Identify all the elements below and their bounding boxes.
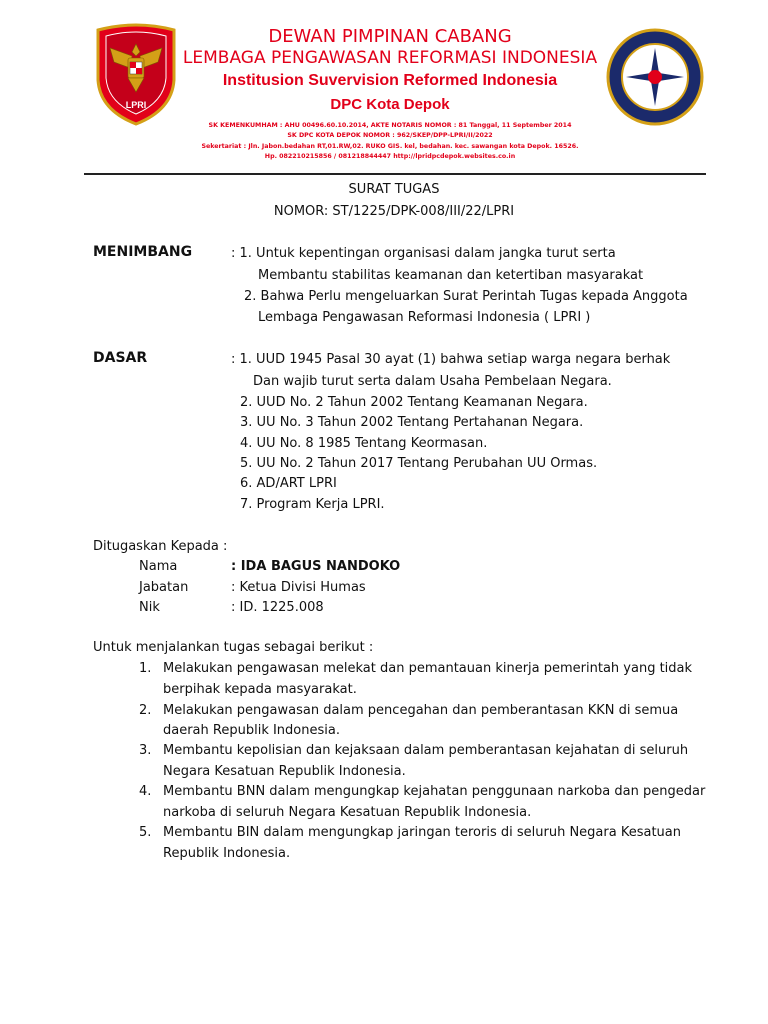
assign-intro: Ditugaskan Kepada : bbox=[93, 539, 228, 554]
task-number: 1. bbox=[139, 661, 152, 676]
logo-label: LPRI bbox=[125, 100, 147, 110]
nik-value: : ID. 1225.008 bbox=[231, 600, 324, 615]
task-line: narkoba di seluruh Negara Kesatuan Republik Indonesia. bbox=[163, 805, 532, 820]
jabatan-label: Jabatan bbox=[139, 580, 189, 595]
menimbang-label: MENIMBANG bbox=[93, 244, 193, 260]
task-line: berpihak kepada masyarakat. bbox=[163, 682, 357, 697]
header-line-3: Institusion Suvervision Reformed Indonesia bbox=[222, 72, 558, 89]
nama-value: : IDA BAGUS NANDOKO bbox=[231, 559, 401, 574]
header-sk-dpc: SK DPC KOTA DEPOK NOMOR : 962/SKEP/DPP-LPRI/II/2022 bbox=[287, 132, 493, 139]
dasar-item: 3. UU No. 3 Tahun 2002 Tentang Pertahanan Negara. bbox=[240, 415, 584, 430]
header-sk-kemenkumham: SK KEMENKUMHAM : AHU 00496.60.10.2014, AKTE NOTARIS NOMOR : 81 Tanggal, 11 September 2014 bbox=[208, 122, 572, 129]
shield-icon bbox=[92, 22, 180, 126]
dasar-item: 6. AD/ART LPRI bbox=[240, 476, 337, 491]
task-line: Membantu kepolisian dan kejaksaan dalam pemberantasan kejahatan di seluruh bbox=[163, 743, 689, 758]
header-line-1: DEWAN PIMPINAN CABANG bbox=[268, 26, 512, 47]
bin-seal-logo bbox=[606, 28, 704, 126]
menimbang-line-4: Lembaga Pengawasan Reformasi Indonesia ( LPRI ) bbox=[258, 310, 591, 325]
doc-number: NOMOR: ST/1225/DPK-008/III/22/LPRI bbox=[273, 204, 515, 219]
task-line: Negara Kesatuan Republik Indonesia. bbox=[163, 764, 406, 779]
dasar-item: 4. UU No. 8 1985 Tentang Keormasan. bbox=[240, 436, 488, 451]
task-number: 4. bbox=[139, 784, 152, 799]
menimbang-line-1: : 1. Untuk kepentingan organisasi dalam jangka turut serta bbox=[231, 246, 616, 261]
task-line: Membantu BIN dalam mengungkap jaringan teroris di seluruh Negara Kesatuan bbox=[163, 825, 681, 840]
nama-label: Nama bbox=[139, 559, 178, 574]
lpri-logo bbox=[92, 22, 180, 126]
header-divider bbox=[84, 173, 706, 175]
task-number: 5. bbox=[139, 825, 152, 840]
header-line-2: LEMBAGA PENGAWASAN REFORMASI INDONESIA bbox=[182, 48, 598, 68]
seal-icon bbox=[606, 28, 704, 126]
header-contact: Hp. 082210215856 / 081218844447 http://lpridpcdepok.websites.co.in bbox=[264, 153, 516, 160]
menimbang-line-3: 2. Bahwa Perlu mengeluarkan Surat Perintah Tugas kepada Anggota bbox=[244, 289, 688, 304]
task-line: Republik Indonesia. bbox=[163, 846, 291, 861]
tasks-intro: Untuk menjalankan tugas sebagai berikut : bbox=[93, 640, 374, 655]
task-line: daerah Republik Indonesia. bbox=[163, 723, 340, 738]
task-line: Melakukan pengawasan dalam pencegahan dan pemberantasan KKN di semua bbox=[163, 703, 679, 718]
dasar-item: 7. Program Kerja LPRI. bbox=[240, 497, 385, 512]
task-number: 2. bbox=[139, 703, 152, 718]
task-number: 3. bbox=[139, 743, 152, 758]
doc-title: SURAT TUGAS bbox=[348, 182, 440, 197]
nik-label: Nik bbox=[139, 600, 160, 615]
dasar-item: 5. UU No. 2 Tahun 2017 Tentang Perubahan UU Ormas. bbox=[240, 456, 598, 471]
menimbang-line-2: Membantu stabilitas keamanan dan ketertiban masyarakat bbox=[258, 268, 644, 283]
task-line: Melakukan pengawasan melekat dan pemantauan kinerja pemerintah yang tidak bbox=[163, 661, 693, 676]
dasar-line-2: Dan wajib turut serta dalam Usaha Pembelaan Negara. bbox=[253, 374, 612, 389]
task-line: Membantu BNN dalam mengungkap kejahatan penggunaan narkoba dan pengedar bbox=[163, 784, 706, 799]
dasar-label: DASAR bbox=[93, 350, 148, 366]
jabatan-value: : Ketua Divisi Humas bbox=[231, 580, 366, 595]
header-line-4: DPC Kota Depok bbox=[330, 96, 450, 113]
header-address: Sekertariat : Jln. Jabon.bedahan RT,01.RW,02. RUKO GIS. kel, bedahan. kec. sawangan kota Depok. 16526. bbox=[201, 143, 579, 150]
dasar-item: 2. UUD No. 2 Tahun 2002 Tentang Keamanan Negara. bbox=[240, 395, 588, 410]
dasar-line-1: : 1. UUD 1945 Pasal 30 ayat (1) bahwa setiap warga negara berhak bbox=[231, 352, 671, 367]
